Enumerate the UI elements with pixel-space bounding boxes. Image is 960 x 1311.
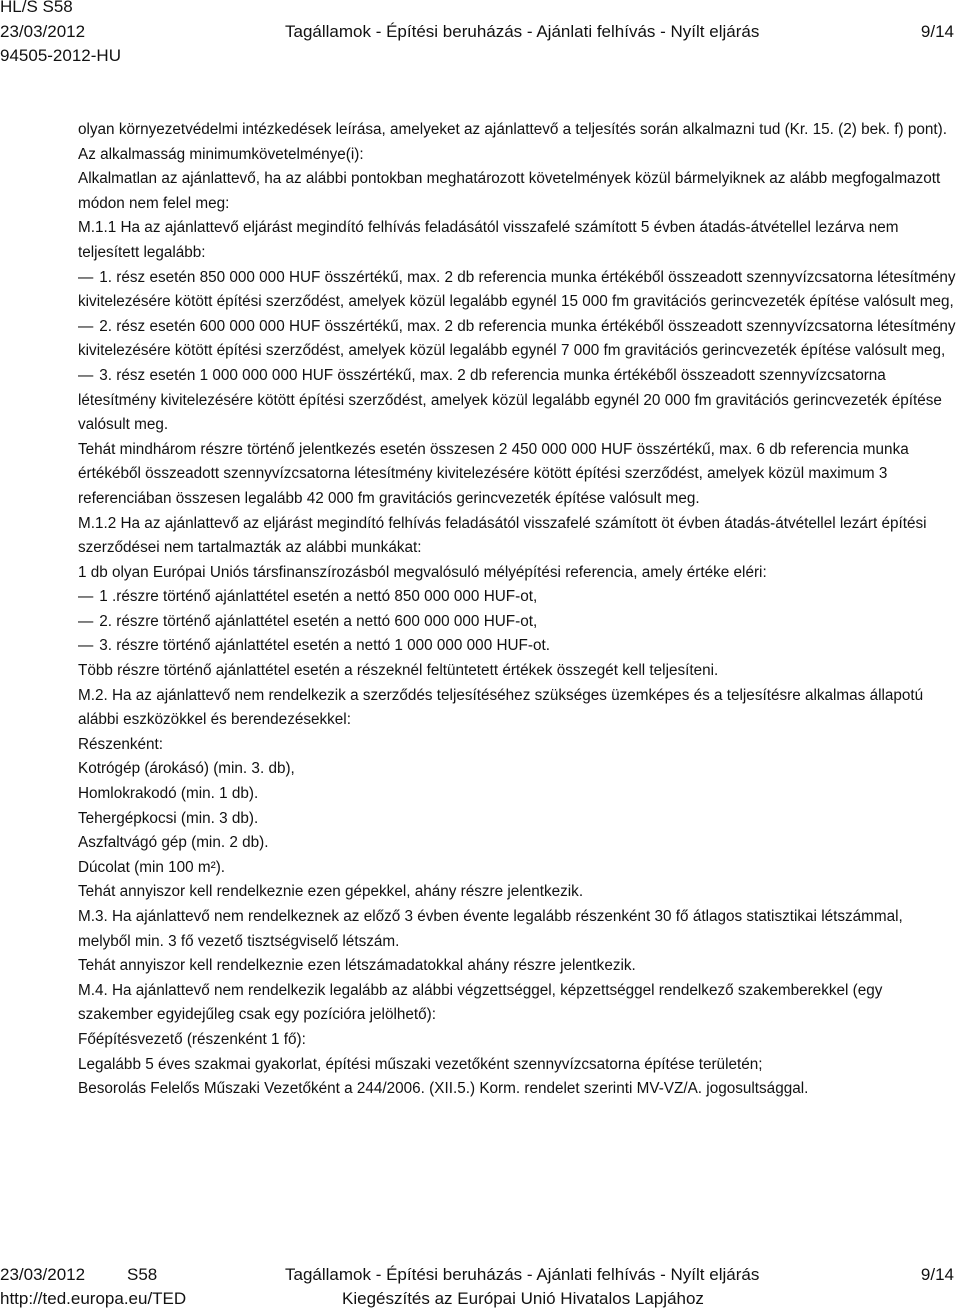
paragraph: Legalább 5 éves szakmai gyakorlat, építési műszaki vezetőként szennyvízcsatorna építése területén; <box>78 1055 763 1073</box>
dash-bullet <box>78 588 99 605</box>
list-item: — 1 .részre történő ajánlattétel esetén a nettó 850 000 000 HUF-ot, <box>78 585 958 610</box>
notice-id: 94505-2012-HU <box>0 46 121 65</box>
footer-date: 23/03/2012 <box>0 1265 86 1284</box>
paragraph: Kotrógép (árokásó) (min. 3. db), <box>78 760 295 778</box>
paragraph: 1 db olyan Európai Uniós társfinanszírozásból megvalósuló mélyépítési referencia, amely értéke eléri: <box>78 563 767 581</box>
paragraph: Alkalmatlan az ajánlattevő, ha az alábbi pontokban meghatározott követelmények közül bármelyiknek az alább megfogalmazott módon nem felel meg: <box>78 170 941 212</box>
paragraph: Az alkalmasság minimumkövetelménye(i): <box>78 145 364 163</box>
paragraph: M.2. Ha az ajánlattevő nem rendelkezik a szerződés teljesítéséhez szükséges üzemképes és a teljesítésre alkalmas állapotú alábbi eszközökkel és berendezésekkel: <box>78 686 924 729</box>
dash-bullet <box>78 367 99 384</box>
footer-page-number: 9/14 <box>920 1265 954 1284</box>
list-item: — 3. részre történő ajánlattétel esetén a nettó 1 000 000 000 HUF-ot. <box>78 634 958 659</box>
doc-code: HL/S S58 <box>0 0 73 16</box>
paragraph: Tehát annyiszor kell rendelkeznie ezen létszámadatokkal ahány részre jelentkezik. <box>78 957 636 975</box>
paragraph: Besorolás Felelős Műszaki Vezetőként a 244/2006. (XII.5.) Korm. rendelet szerinti MV-VZ/A. jogosultsággal. <box>78 1080 809 1098</box>
paragraph: Homlokrakodó (min. 1 db). <box>78 785 259 803</box>
paragraph: M.4. Ha ajánlattevő nem rendelkezik legalább az alábbi végzettséggel, képzettséggel rendelkező szakemberekkel (egy szakember egyidejűleg csak egy pozícióra jelölhető): <box>78 981 883 1024</box>
page-footer <box>0 1265 960 1311</box>
footer-title: Tagállamok - Építési beruházás - Ajánlati felhívás - Nyílt eljárás <box>285 1265 760 1284</box>
paragraph: Dúcolat (min 100 m²). <box>78 858 226 876</box>
header-title: Tagállamok - Építési beruházás - Ajánlati felhívás - Nyílt eljárás <box>285 22 760 41</box>
list-item: — 3. rész esetén 1 000 000 000 HUF összértékű, max. 2 db referencia munka értékéből összeadott szennyvízcsatorna létesítmény kivitelezésére kötött építési szerződést, amelyek közül legalább egynél 20 000 fm gravitációs gerincvezeték építése valósult meg. <box>78 364 958 438</box>
dash-bullet <box>78 269 99 286</box>
footer-url: http://ted.europa.eu/TED <box>0 1289 187 1308</box>
footer-subtitle: Kiegészítés az Európai Unió Hivatalos Lapjához <box>342 1289 704 1308</box>
dash-bullet <box>78 613 99 630</box>
dash-bullet <box>78 318 99 335</box>
header-date: 23/03/2012 <box>0 22 86 41</box>
list-item: — 2. részre történő ajánlattétel esetén a nettó 600 000 000 HUF-ot, <box>78 610 958 635</box>
page-header <box>0 0 960 72</box>
paragraph: M.1.1 Ha az ajánlattevő eljárást megindító felhívás feladásától visszafelé számított 5 évben átadás-átvétellel lezárva nem teljesített legalább: <box>78 219 899 261</box>
paragraph: M.3. Ha ajánlattevő nem rendelkeznek az előző 3 évben évente legalább részenként 30 fő átlagos statisztikai létszámmal, melyből min. 3 fő vezető tisztségviselő létszám. <box>78 908 903 950</box>
paragraph: Több részre történő ajánlattétel esetén a részeknél feltüntetett értékek összegét kell teljesíteni. <box>78 662 719 680</box>
paragraph: M.1.2 Ha az ajánlattevő az eljárást megindító felhívás feladásától visszafelé számított öt évben átadás-átvétellel lezárt építési szerződései nem tartalmazták az alábbi munkákat: <box>78 514 927 557</box>
paragraph: Tehát annyiszor kell rendelkeznie ezen gépekkel, ahány részre jelentkezik. <box>78 883 584 901</box>
dash-bullet <box>78 637 99 654</box>
document-body <box>78 118 958 1102</box>
paragraph: olyan környezetvédelmi intézkedések leírása, amelyeket az ajánlattevő a teljesítés során alkalmazni tud (Kr. 15. (2) bek. f) pont). <box>78 121 947 138</box>
paragraph: Részenként: <box>78 735 164 753</box>
paragraph: Aszfaltvágó gép (min. 2 db). <box>78 834 269 852</box>
paragraph: Főépítésvezető (részenként 1 fő): <box>78 1030 306 1048</box>
paragraph: Tehergépkocsi (min. 3 db). <box>78 809 259 827</box>
list-item: — 1. rész esetén 850 000 000 HUF összértékű, max. 2 db referencia munka értékéből összeadott szennyvízcsatorna létesítmény kivitelezésére kötött építési szerződést, amelyek közül legalább egynél 15 000 fm gravitációs gerincvezeték építése valósult meg, <box>78 266 958 315</box>
paragraph: Tehát mindhárom részre történő jelentkezés esetén összesen 2 450 000 000 HUF összértékű, max. 6 db referencia munka értékéből összeadott szennyvízcsatorna létesítmény kivitelezésére kötött építési szerződést, amelyek közül maximum 3 referenciában összesen legalább 42 000 fm gravitációs gerincvezeték építése valósult meg. <box>78 440 909 507</box>
footer-series: S58 <box>127 1265 158 1284</box>
list-item: — 2. rész esetén 600 000 000 HUF összértékű, max. 2 db referencia munka értékéből összeadott szennyvízcsatorna létesítmény kivitelezésére kötött építési szerződést, amelyek közül legalább egynél 7 000 fm gravitációs gerincvezeték építése valósult meg, <box>78 315 958 364</box>
header-page-number: 9/14 <box>920 22 954 41</box>
